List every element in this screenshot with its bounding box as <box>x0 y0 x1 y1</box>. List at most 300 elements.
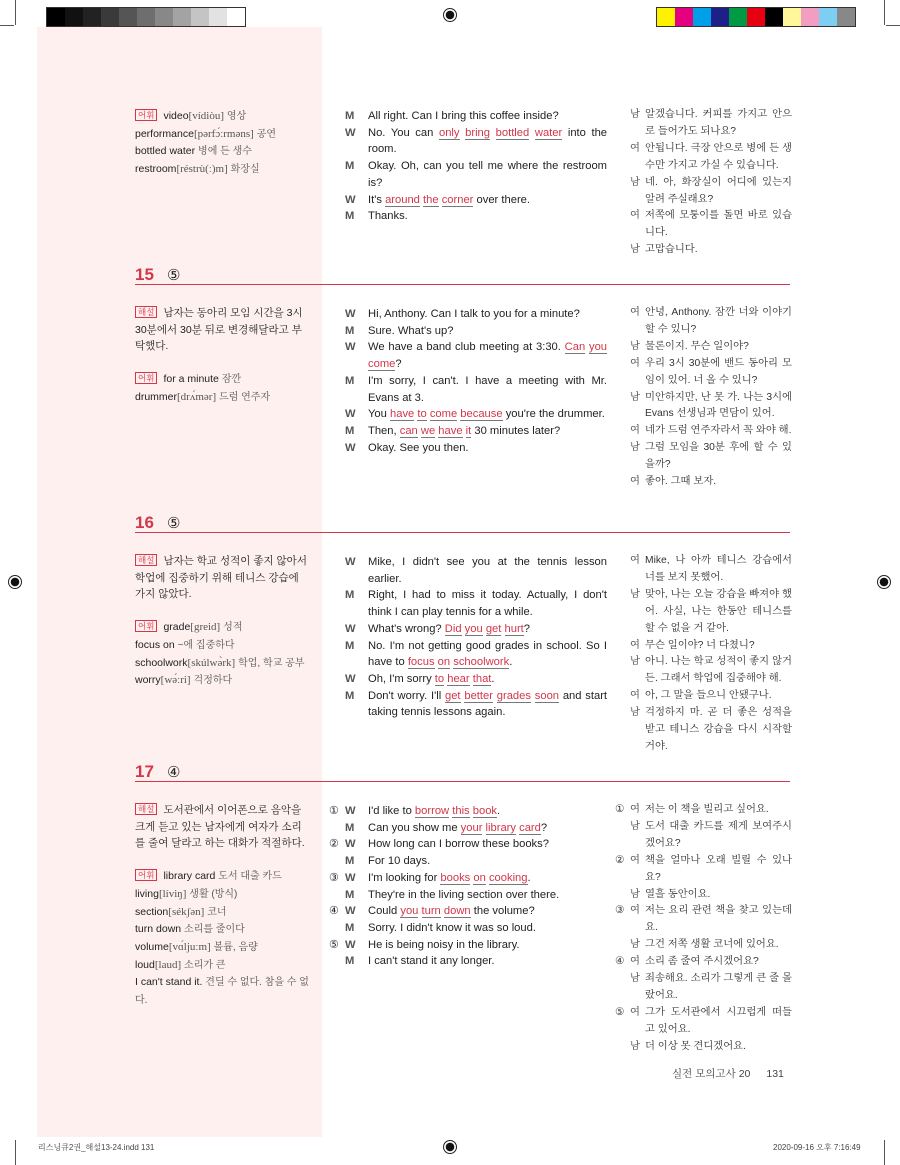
vocab-word: grade <box>163 621 191 634</box>
speaker-label: W <box>345 193 356 206</box>
vocab-phonetic: [greid] <box>190 621 221 634</box>
blank-answer: borrow <box>414 805 450 817</box>
speaker-label: W <box>345 341 356 354</box>
dialogue-column <box>345 306 607 456</box>
notes-column <box>135 305 311 407</box>
translation-line: 여 안됩니다. 극장 안으로 병에 든 생수만 가지고 가실 수 있습니다. <box>630 142 792 171</box>
vocab-phonetic: [wə́ːri] <box>160 674 191 687</box>
speaker-label: 남 <box>630 588 640 600</box>
vocab-meaning: 도서 대출 카드 <box>218 871 282 883</box>
choice-number: ③ <box>615 905 625 917</box>
translation-line: 남 아니. 나는 학교 성적이 좋지 않거든. 그래서 학업에 집중해야 해. <box>630 656 792 685</box>
vocab-meaning: 학업, 학교 공부 <box>238 657 305 669</box>
blank-answer: soon <box>534 689 560 702</box>
vocab-word: bottled water <box>135 145 196 158</box>
speaker-label: 남 <box>630 1040 640 1052</box>
gray-swatch <box>155 8 173 26</box>
color-swatch <box>675 8 693 26</box>
speaker-label: M <box>345 374 355 387</box>
page-footer <box>672 1066 784 1081</box>
translation-line: 남 죄송해요. 소리가 그렇게 큰 줄 몰랐어요. <box>630 973 792 1001</box>
question-number: 15 <box>135 265 154 284</box>
speaker-label: W <box>345 556 356 568</box>
vocab-item <box>135 161 311 179</box>
vocab-word: living <box>135 887 159 900</box>
speaker-label: 남 <box>630 391 640 403</box>
blank-answer: you <box>400 905 419 918</box>
speaker-label: 여 <box>630 142 640 154</box>
question-number: 17 <box>135 762 154 781</box>
translation-line: ① 여 저는 이 책을 빌리고 싶어요. <box>630 802 792 819</box>
speaker-label: 남 <box>630 888 640 900</box>
dialogue-line: M They're in the living section over there. <box>345 887 607 904</box>
blank-answer: card <box>519 821 541 834</box>
blank-answer: come <box>429 408 458 421</box>
blank-answer: turn <box>421 905 441 918</box>
blank-answer: have <box>390 408 415 421</box>
vocab-word: performance <box>135 127 194 140</box>
cmyk-color-bar <box>656 7 856 27</box>
speaker-label: 여 <box>630 357 640 369</box>
vocab-item <box>135 143 311 161</box>
gray-swatch <box>227 8 245 26</box>
speaker-label: 여 <box>630 555 640 566</box>
vocab-phonetic: [réstrù(ː)m] <box>176 163 228 176</box>
blank-answer: your <box>460 821 483 834</box>
vocab-word: restroom <box>135 163 177 176</box>
translation-line: 남 열흘 동안이요. <box>630 887 792 904</box>
dialogue-line: M Sure. What's up? <box>345 323 607 340</box>
speaker-label: 남 <box>630 656 640 668</box>
blank-answer: cooking <box>488 871 528 884</box>
question-number: 16 <box>135 513 154 532</box>
gray-swatch <box>119 8 137 26</box>
blank-answer: can <box>399 424 418 437</box>
blank-answer: because <box>460 408 503 421</box>
crop-mark <box>884 1140 885 1165</box>
speaker-label: 여 <box>630 210 640 222</box>
translation-line: 여 우리 3시 30분에 밴드 동아리 모임이 있어. 너 올 수 있니? <box>630 357 792 386</box>
explanation-tag: 해설 <box>135 803 157 815</box>
choice-number: ② <box>615 854 625 866</box>
vocab-word: worry <box>135 674 161 687</box>
slug-file: 리스닝큐2권_해설13-24.indd 131 <box>38 1143 155 1152</box>
speaker-label: 남 <box>630 820 640 832</box>
translation-line: 남 걱정하지 마. 곧 더 좋은 성적을 받고 테니스 강습을 다시 시작할 거야. <box>630 707 792 752</box>
dialogue-line: W What's wrong? Did you get hurt? <box>345 621 607 638</box>
registration-mark-icon <box>443 1140 457 1154</box>
gray-swatch <box>83 8 101 26</box>
speaker-label: W <box>345 308 356 320</box>
translation-line: 여 Mike, 나 아까 테니스 강습에서 너를 보지 못했어. <box>630 555 792 583</box>
spacer <box>135 603 311 619</box>
answer-choice: ⑤ <box>167 515 181 532</box>
answer-choice: ④ <box>167 764 181 781</box>
dialogue-line: ③ W I'm looking for books on cooking. <box>345 870 607 887</box>
crop-mark <box>886 25 900 26</box>
speaker-label: 여 <box>630 425 640 437</box>
dialogue-line: M Can you show me your library card? <box>345 820 607 837</box>
vocab-phonetic: [líviŋ] <box>158 887 187 900</box>
vocab-item <box>135 108 311 126</box>
gray-color-bar <box>46 7 246 27</box>
vocab-tag: 어휘 <box>135 620 157 632</box>
vocab-item <box>135 672 311 690</box>
vocab-word: section <box>135 905 169 918</box>
vocab-item <box>135 868 311 886</box>
translation-line: 남 미안하지만, 난 못 가. 나는 3시에 Evans 선생님과 면담이 있어. <box>630 391 792 420</box>
answer-choice: ⑤ <box>167 267 181 284</box>
dialogue-line: M I can't stand it any longer. <box>345 953 607 970</box>
speaker-label: M <box>345 160 355 173</box>
speaker-label: 남 <box>630 176 640 188</box>
vocab-item <box>135 126 311 144</box>
question-heading <box>135 513 790 533</box>
vocab-phonetic: [pərfɔ́ːrməns] <box>193 127 254 140</box>
speaker-label: M <box>345 324 355 337</box>
footer-title: 실전 모의고사 20 <box>672 1068 751 1080</box>
dialogue-line: ⑤ W He is being noisy in the library. <box>345 937 607 954</box>
dialogue-line: M Don't worry. I'll get better grades soon and start taking tennis lessons again. <box>345 689 608 719</box>
blank-answer: around <box>385 193 420 206</box>
dialogue-line: ② W How long can I borrow these books? <box>345 836 607 853</box>
vocab-phonetic: [sékʃən] <box>168 905 205 918</box>
dialogue-line: M Then, can we have it 30 minutes later? <box>345 423 607 440</box>
dialogue-line: W Okay. See you then. <box>345 440 607 457</box>
blank-answer: the <box>423 193 439 206</box>
blank-answer: to <box>417 408 427 421</box>
vocab-meaning: 영상 <box>226 111 247 122</box>
spacer <box>135 355 311 371</box>
speaker-label: M <box>345 855 355 868</box>
vocab-tag: 어휘 <box>135 372 157 384</box>
translation-line: 여 네가 드럼 연주자라서 꼭 와야 해. <box>630 423 792 440</box>
speaker-label: M <box>345 210 355 223</box>
dialogue-line: W Hi, Anthony. Can I talk to you for a minute? <box>345 306 607 323</box>
choice-number: ③ <box>329 871 340 884</box>
crop-mark <box>0 25 14 26</box>
dialogue-line: M Right, I had to miss it today. Actually, I don't think I can play tennis for a while. <box>345 589 607 619</box>
speaker-label: W <box>345 905 356 918</box>
dialogue-line: M Thanks. <box>345 208 607 225</box>
translation-line: 남 그럼 모임을 30분 후에 할 수 있을까? <box>630 442 792 471</box>
speaker-label: W <box>345 622 356 635</box>
color-swatch <box>765 8 783 26</box>
blank-answer: books <box>440 871 471 884</box>
page-number: 131 <box>766 1068 784 1080</box>
gray-swatch <box>173 8 191 26</box>
vocab-word: volume <box>135 940 169 953</box>
vocab-phonetic: [vídiòu] <box>188 110 224 122</box>
speaker-label: M <box>345 424 355 437</box>
speaker-label: M <box>345 639 355 652</box>
speaker-label: W <box>345 805 356 817</box>
vocab-item <box>135 655 311 673</box>
blank-answer: library <box>485 821 516 834</box>
translation-line: 남 더 이상 못 견디겠어요. <box>630 1039 792 1056</box>
vocab-item <box>135 904 311 922</box>
vocab-word: turn down <box>135 923 182 936</box>
vocab-meaning: 생활 (방식) <box>189 888 238 900</box>
blank-answer: that <box>472 672 492 685</box>
blank-answer: on <box>437 656 451 669</box>
translation-line: ④ 여 소리 좀 줄여 주시겠어요? <box>630 954 792 971</box>
gray-swatch <box>65 8 83 26</box>
dialogue-line: W Oh, I'm sorry to hear that. <box>345 671 607 688</box>
vocab-item <box>135 371 311 389</box>
vocab-word: I can't stand it. <box>135 976 203 989</box>
crop-mark <box>15 1140 16 1165</box>
speaker-label: W <box>345 672 356 685</box>
question-heading <box>135 265 790 285</box>
translation-line: 여 아, 그 말을 들으니 안됐구나. <box>630 688 792 705</box>
vocab-meaning: 볼륨, 음량 <box>213 941 258 953</box>
choice-number: ① <box>329 805 340 817</box>
vocab-item <box>135 389 311 407</box>
vocab-meaning: 잠깐 <box>221 374 242 386</box>
dialogue-column <box>345 554 607 721</box>
speaker-label: 여 <box>630 854 640 866</box>
vocab-item <box>135 619 311 637</box>
blank-answer: get <box>444 689 461 702</box>
vocab-meaning: ~에 집중하다 <box>177 639 235 651</box>
translation-line: 남 도서 대출 카드를 제게 보여주시겠어요? <box>630 820 792 849</box>
speaker-label: W <box>345 938 356 951</box>
vocab-meaning: 드럼 연주자 <box>219 391 271 403</box>
speaker-label: M <box>345 955 355 968</box>
speaker-label: 여 <box>630 1006 640 1018</box>
blank-answer: focus <box>407 656 435 669</box>
color-swatch <box>693 8 711 26</box>
vocab-meaning: 코너 <box>207 906 227 918</box>
vocab-word: library card <box>163 870 216 883</box>
dialogue-line: M For 10 days. <box>345 853 607 870</box>
blank-answer: better <box>464 689 493 702</box>
explanation-tag: 해설 <box>135 554 157 566</box>
translation-line: 남 네. 아, 화장실이 어디에 있는지 알려 주실래요? <box>630 176 792 205</box>
speaker-label: M <box>345 589 355 602</box>
explanation: 해설 남자는 학교 성적이 좋지 않아서 학업에 집중하기 위해 테니스 강습에 가지 않았다. <box>135 555 307 601</box>
registration-mark-icon <box>877 575 891 589</box>
vocab-item <box>135 886 311 904</box>
vocab-word: focus on <box>135 638 175 651</box>
vocab-phonetic: [drʌ́mər] <box>177 390 217 403</box>
notes-column <box>135 108 311 179</box>
translation-line: ⑤ 여 그가 도서관에서 시끄럽게 떠들고 있어요. <box>615 1006 792 1035</box>
translation-line: 여 무슨 일이야? 너 다쳤니? <box>630 638 792 655</box>
speaker-label: 남 <box>630 340 640 352</box>
speaker-label: 남 <box>630 939 640 951</box>
gray-swatch <box>47 8 65 26</box>
dialogue-line: M No. I'm not getting good grades in school. So I have to focus on schoolwork. <box>345 639 607 669</box>
blank-answer: book <box>472 805 498 817</box>
dialogue-line: W Mike, I didn't see you at the tennis lesson earlier. <box>345 556 607 585</box>
choice-number: ② <box>329 838 340 851</box>
blank-answer: it <box>465 424 472 437</box>
color-swatch <box>783 8 801 26</box>
blank-answer: to <box>434 672 445 685</box>
vocab-meaning: 걱정하다 <box>193 675 233 687</box>
blank-answer: hear <box>447 672 470 685</box>
blank-answer: only <box>438 126 460 139</box>
color-swatch <box>711 8 729 26</box>
color-swatch <box>837 8 855 26</box>
explanation: 해설 남자는 동아리 모임 시간을 3시 30분에서 30분 뒤로 변경해달라고 부탁했다. <box>135 307 303 353</box>
speaker-label: 여 <box>630 956 640 968</box>
speaker-label: M <box>345 921 355 934</box>
blank-answer: corner <box>441 193 474 206</box>
blank-answer: on <box>473 871 486 884</box>
blank-answer: you <box>588 341 608 354</box>
speaker-label: M <box>345 689 355 702</box>
vocab-meaning: 공연 <box>256 128 277 140</box>
gray-swatch <box>101 8 119 26</box>
gray-swatch <box>209 8 227 26</box>
blank-answer: get <box>485 622 502 635</box>
choice-number: ⑤ <box>329 938 340 951</box>
crop-mark <box>15 0 16 25</box>
vocab-meaning: 화장실 <box>230 164 260 176</box>
speaker-label: W <box>345 441 356 454</box>
vocab-word: for a minute <box>163 373 219 386</box>
translation-line: 남 알겠습니다. 커피를 가지고 안으로 들어가도 되나요? <box>630 109 792 137</box>
speaker-label: 남 <box>630 707 640 719</box>
speaker-label: W <box>345 838 356 851</box>
color-swatch <box>819 8 837 26</box>
dialogue-line: M Sorry. I didn't know it was so loud. <box>345 920 607 937</box>
choice-number: ④ <box>615 956 625 968</box>
speaker-label: M <box>345 110 355 122</box>
vocab-tag: 어휘 <box>135 109 157 121</box>
blank-answer: Did <box>444 622 462 635</box>
speaker-label: 여 <box>630 804 640 815</box>
blank-answer: this <box>452 805 470 817</box>
vocab-tag: 어휘 <box>135 869 157 881</box>
choice-number: ⑤ <box>615 1006 625 1018</box>
speaker-label: M <box>345 821 355 834</box>
translation-line: 여 좋아. 그때 보자. <box>630 474 792 491</box>
spacer <box>135 852 311 868</box>
vocab-word: drummer <box>135 390 178 403</box>
dialogue-line: M I'm sorry, I can't. I have a meeting with Mr. Evans at 3. <box>345 374 607 404</box>
vocab-word: schoolwork <box>135 656 188 669</box>
choice-number: ④ <box>329 905 340 918</box>
translation-line: ② 여 책을 얼마나 오래 빌릴 수 있나요? <box>615 854 792 883</box>
vocab-word: video <box>163 110 189 122</box>
blank-answer: we <box>420 424 436 437</box>
notes-column <box>135 553 311 690</box>
vocab-phonetic: [laud] <box>154 958 182 971</box>
blank-answer: hurt <box>504 622 524 635</box>
translation-line: 여 저쪽에 모퉁이를 돌면 바로 있습니다. <box>630 210 792 239</box>
vocab-word: loud <box>135 958 155 971</box>
translation-line: 여 안녕, Anthony. 잠깐 너와 이야기할 수 있니? <box>630 307 792 335</box>
dialogue-line: W It's around the corner over there. <box>345 192 607 209</box>
blank-answer: Can <box>564 341 586 354</box>
translation-column <box>630 553 792 756</box>
color-swatch <box>729 8 747 26</box>
speaker-label: 여 <box>630 639 640 651</box>
translation-line: 남 그건 저쪽 생활 코너에 있어요. <box>630 937 792 954</box>
translation-column <box>630 305 792 491</box>
vocab-item <box>135 974 311 1009</box>
vocab-item <box>135 921 311 939</box>
dialogue-line: W We have a band club meeting at 3:30. Can you come? <box>345 341 608 371</box>
speaker-label: W <box>345 126 356 139</box>
blank-answer: grades <box>496 689 531 702</box>
blank-answer: down <box>443 905 471 918</box>
dialogue-column <box>345 108 607 225</box>
dialogue-line: M Okay. Oh, can you tell me where the restroom is? <box>345 160 607 189</box>
dialogue-line: W You have to come because you're the drummer. <box>345 406 607 423</box>
registration-mark-icon <box>443 8 457 22</box>
gray-swatch <box>137 8 155 26</box>
speaker-label: 여 <box>630 476 640 488</box>
translation-line: ③ 여 저는 요리 관련 책을 찾고 있는데요. <box>615 905 792 934</box>
vocab-item <box>135 957 311 975</box>
translation-line: 남 물론이지. 무슨 일이야? <box>630 339 792 356</box>
translation-column <box>615 802 792 1056</box>
blank-answer: bring <box>465 126 491 139</box>
blank-answer: come <box>368 358 396 371</box>
speaker-label: 여 <box>630 690 640 702</box>
vocab-item <box>135 637 311 655</box>
blank-answer: have <box>438 424 463 437</box>
translation-column <box>630 107 792 259</box>
translation-line: 남 맞아, 나는 오늘 강습을 빠져야 했어. 사실, 나는 한동안 테니스를 할 수 없을 거 같아. <box>630 588 792 634</box>
choice-number: ① <box>615 804 625 815</box>
dialogue-line: M All right. Can I bring this coffee inside? <box>345 108 607 125</box>
color-swatch <box>801 8 819 26</box>
dialogue-line: ④ W Could you turn down the volume? <box>345 903 607 920</box>
blank-answer: schoolwork <box>453 656 510 669</box>
speaker-label: 남 <box>630 109 640 120</box>
color-swatch <box>657 8 675 26</box>
slug-date: 2020-09-16 오후 7:16:49 <box>773 1143 861 1152</box>
dialogue-column <box>329 803 607 970</box>
gray-swatch <box>191 8 209 26</box>
notes-column <box>135 802 311 1010</box>
vocab-meaning: 견딜 수 없다. 참을 수 없다. <box>135 977 309 1007</box>
crop-mark <box>884 0 885 25</box>
question-heading <box>135 762 790 782</box>
explanation-tag: 해설 <box>135 306 157 318</box>
speaker-label: W <box>345 408 356 421</box>
translation-line: 남 고맙습니다. <box>630 242 792 259</box>
speaker-label: W <box>345 871 356 884</box>
color-swatch <box>747 8 765 26</box>
vocab-phonetic: [vɑ́ljuːm] <box>168 940 211 953</box>
dialogue-line: W No. You can only bring bottled water into the room. <box>345 126 608 156</box>
vocab-meaning: 소리를 줄이다 <box>184 924 245 936</box>
speaker-label: 남 <box>630 244 640 256</box>
blank-answer: you <box>464 622 483 635</box>
speaker-label: M <box>345 888 355 901</box>
registration-mark-icon <box>8 575 22 589</box>
dialogue-line: ① W I'd like to borrow this book. <box>345 803 607 820</box>
vocab-meaning: 병에 든 생수 <box>198 146 252 158</box>
explanation: 해설 도서관에서 이어폰으로 음악을 크게 듣고 있는 남자에게 여자가 소리를 줄여 달라고 하는 대화가 적절하다. <box>135 804 305 850</box>
blank-answer: bottled <box>495 126 530 139</box>
vocab-meaning: 소리가 큰 <box>184 959 226 971</box>
speaker-label: 남 <box>630 442 640 454</box>
vocab-meaning: 성적 <box>223 622 243 634</box>
vocab-item <box>135 939 311 957</box>
blank-answer: water <box>534 126 563 139</box>
vocab-phonetic: [skúlwə̀rk] <box>187 656 236 669</box>
speaker-label: 남 <box>630 973 640 985</box>
speaker-label: 여 <box>630 307 640 318</box>
